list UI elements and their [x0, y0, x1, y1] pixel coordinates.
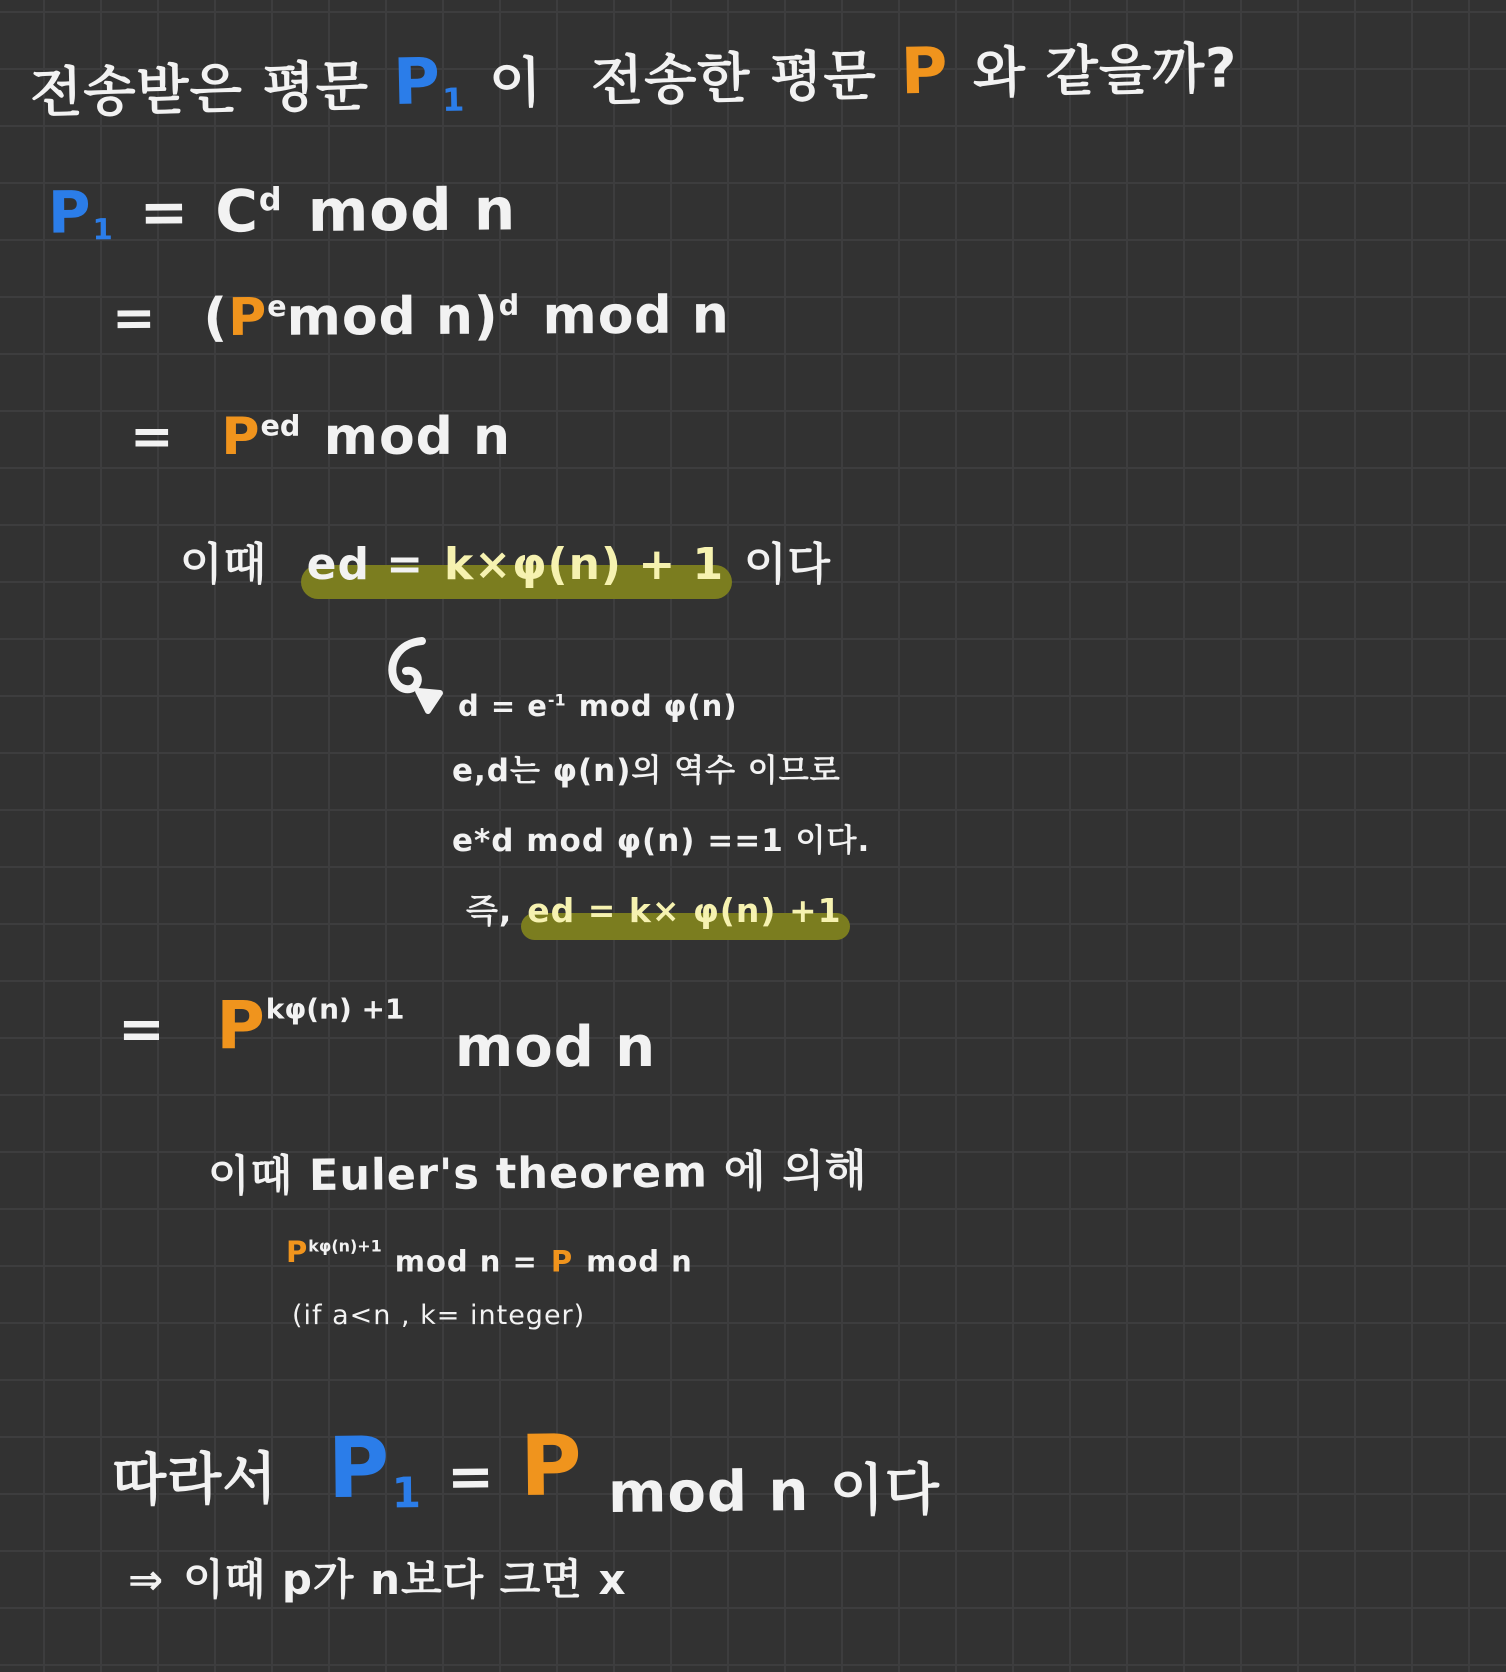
title-text-3: 전송한 평문	[590, 43, 878, 113]
equals-sign: =	[139, 177, 190, 246]
exponent-ed: ed	[260, 408, 301, 443]
note-lead: 이때	[180, 539, 268, 590]
exponent-d: d	[258, 180, 282, 219]
equals-sign: =	[111, 288, 157, 349]
plaintext-p: P	[221, 407, 261, 467]
note-tail: 이다	[743, 539, 831, 590]
mod-n: mod n	[323, 407, 512, 467]
p1-symbol: P1	[47, 178, 114, 247]
plaintext-p: P	[519, 1416, 584, 1516]
plaintext-p: P	[227, 287, 268, 349]
plaintext-p: P	[550, 1244, 574, 1279]
title-text-2: 이	[488, 50, 544, 116]
equals-sign: =	[118, 997, 166, 1062]
euler-condition: (if a<n , k= integer)	[292, 1300, 586, 1331]
highlighted-ed-formula: ed = k×φ(n) + 1	[306, 539, 725, 590]
exponent-kphi: kφ(n) +1	[265, 992, 405, 1026]
double-arrow-icon: ⇒	[128, 1555, 165, 1604]
equation-expanded	[112, 286, 730, 349]
mod-n: mod n	[542, 285, 730, 347]
plaintext-p1-symbol: P1	[392, 45, 466, 121]
equals-sign: =	[130, 407, 175, 467]
p1-symbol: P1	[327, 1418, 423, 1518]
equation-ped	[130, 408, 511, 468]
mod-n-inner: mod n	[286, 286, 475, 348]
open-paren: (	[203, 288, 229, 349]
exponent-d: d	[498, 287, 520, 323]
plaintext-p: P	[286, 1235, 309, 1269]
equation-p1-cd	[48, 176, 517, 247]
euler-equation	[286, 1235, 693, 1279]
final-caveat: ⇒ 이때 p가 n보다 크면 x	[128, 1555, 627, 1604]
euler-eq-mid: mod n = P mod n	[394, 1244, 693, 1279]
mod-n: mod n	[454, 1014, 657, 1080]
ciphertext-c: C	[215, 177, 260, 246]
note-ed-identity	[180, 540, 831, 591]
plaintext-p: P	[216, 987, 266, 1064]
detail-d-definition: $d = e^{-1}$ mod φ(n)	[458, 689, 738, 723]
mod-n: mod n	[307, 175, 517, 245]
detail-conclusion-ed: 즉, ed = k× φ(n) +1	[466, 891, 842, 930]
equation-p-kphi	[118, 987, 657, 1080]
exponent-kphi: kφ(n)+1	[308, 1236, 382, 1256]
note-title	[29, 29, 1238, 128]
title-text-1: 전송받은 평문	[29, 54, 370, 125]
detail-inverse-note: e,d는 φ(n)의 역수 이므로	[452, 753, 841, 789]
pointer-arrow-icon	[378, 635, 450, 721]
euler-theorem-note: 이때 Euler's theorem 에 의해	[207, 1146, 868, 1202]
highlighted-ed-formula-small: ed = k× φ(n) +1	[527, 891, 842, 930]
close-paren: )	[473, 286, 499, 347]
mod-n-ida: mod n 이다	[607, 1457, 941, 1527]
exponent-minus-1: -1	[547, 690, 566, 710]
equals-sign: =	[446, 1444, 496, 1510]
detail-ed-mod-note: e*d mod φ(n) ==1 이다.	[452, 823, 871, 859]
exponent-e: e	[267, 289, 287, 324]
title-text-4: 와 같을까?	[972, 36, 1239, 105]
plaintext-p-symbol: P	[900, 34, 950, 110]
conclusion-line: 따라서 P1 = P mod n 이다	[111, 1416, 941, 1527]
